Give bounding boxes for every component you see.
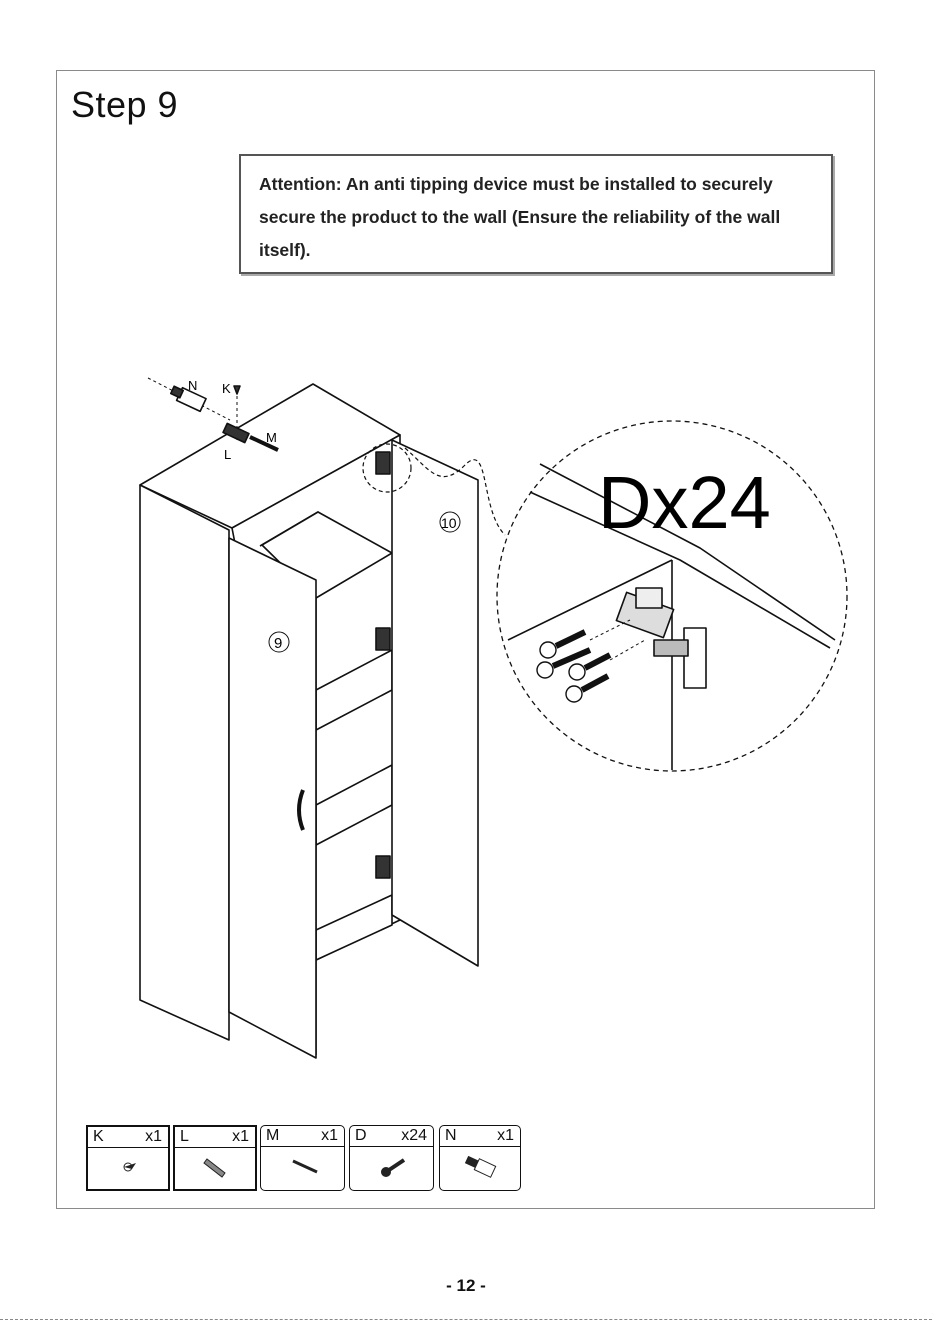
part-d (349, 1125, 434, 1191)
callout-text: Dx24 (598, 461, 771, 544)
door-left-number: 9 (274, 635, 283, 652)
bottom-rule (0, 1319, 932, 1320)
bracket-icon (175, 1149, 259, 1189)
part-code: L (180, 1128, 189, 1145)
page-number: - 12 - (446, 1276, 486, 1295)
label-m: M (266, 430, 277, 445)
part-code: D (355, 1127, 367, 1144)
part-qty: x24 (401, 1127, 427, 1144)
door-left (229, 538, 316, 1058)
label-n: N (188, 378, 198, 393)
part-code: K (93, 1128, 104, 1145)
part-qty: x1 (497, 1127, 514, 1144)
part-k (86, 1125, 170, 1191)
long-screw-icon (261, 1148, 346, 1188)
step-title: Step 9 (71, 84, 179, 125)
door-right (392, 440, 478, 966)
part-code: N (445, 1127, 457, 1144)
door-right-number: 10 (441, 515, 457, 531)
cabinet-side-left (140, 485, 229, 1040)
part-qty: x1 (232, 1128, 249, 1145)
screw-icon (350, 1148, 435, 1188)
attention-text: Attention: An anti tipping device must be installed to securely secure the product to the wall (Ensure the reliability of the wall itself). (259, 174, 781, 260)
part-n (439, 1125, 521, 1191)
part-m (260, 1125, 345, 1191)
part-l (173, 1125, 257, 1191)
wall-anchor-icon (440, 1148, 522, 1188)
label-k: K (222, 381, 231, 396)
part-qty: x1 (321, 1127, 338, 1144)
part-code: M (266, 1127, 280, 1144)
label-l: L (224, 447, 232, 462)
screw-small-icon (88, 1149, 172, 1189)
part-qty: x1 (145, 1128, 162, 1145)
